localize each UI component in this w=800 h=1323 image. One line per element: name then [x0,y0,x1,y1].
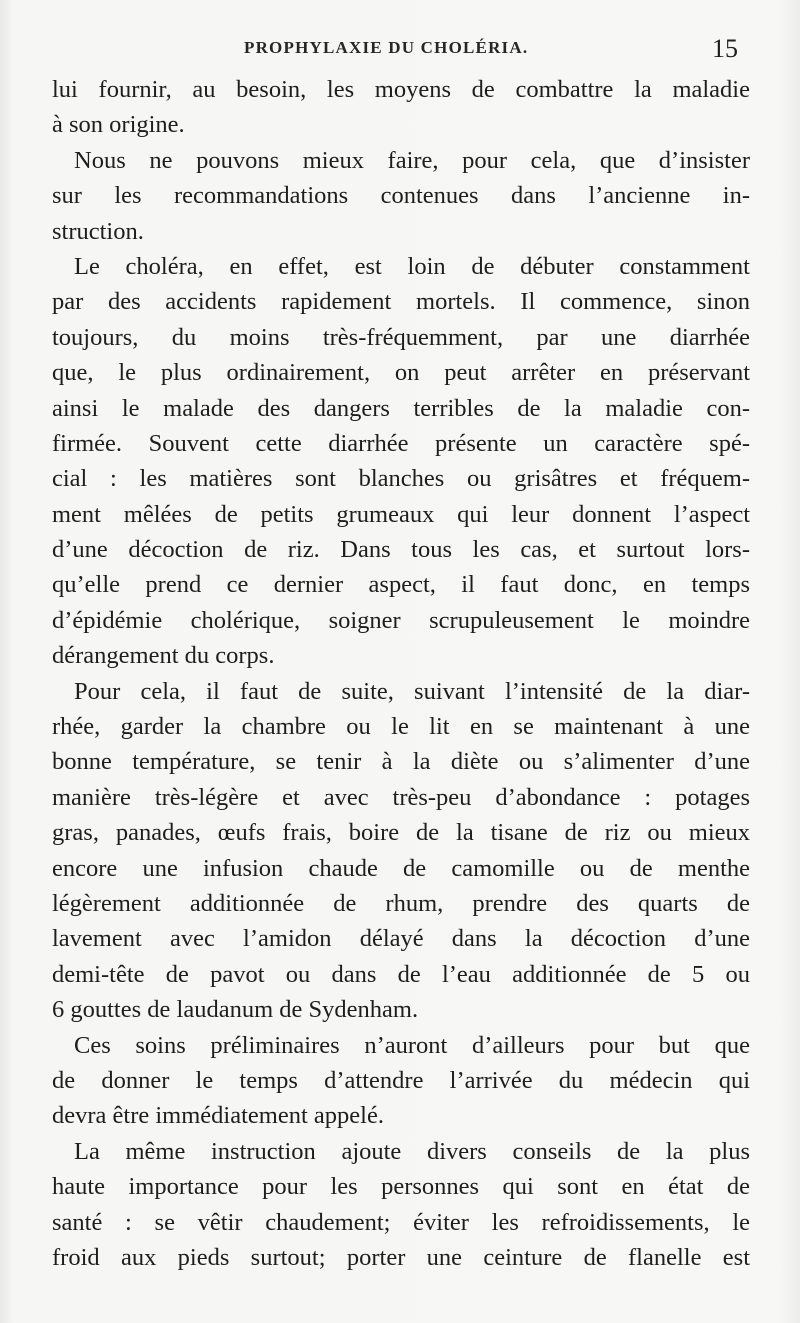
text-line: légèrement additionnée de rhum, prendre des quarts de [52,889,750,917]
text-line: La même instruction ajoute divers conseils de la plus [74,1137,750,1165]
text-line: lui fournir, au besoin, les moyens de combattre la maladie [52,76,750,103]
text-line: 6 gouttes de laudanum de Sydenham. [52,996,419,1024]
text-line: Nous ne pouvons mieux faire, pour cela, que d’insister [74,146,750,174]
text-line: rhée, garder la chambre ou le lit en se maintenant à une [52,713,750,741]
text-line: demi-tête de pavot ou dans de l’eau additionnée de 5 ou [52,960,750,988]
text-line: haute importance pour les personnes qui sont en état de [52,1173,750,1201]
text-line: struction. [52,217,144,245]
text-line: que, le plus ordinairement, on peut arrêter en préservant [52,359,750,387]
text-line: Le choléra, en effet, est loin de débuter constamment [74,252,750,280]
text-line: toujours, du moins très-fréquemment, par une diarrhée [52,323,750,351]
text-line: ment mêlées de petits grumeaux qui leur donnent l’aspect [52,500,750,528]
running-header [54,34,744,66]
text-line: devra être immédiatement appelé. [52,1102,384,1130]
page-number: 15 [712,34,738,63]
text-line: qu’elle prend ce dernier aspect, il faut donc, en temps [52,571,750,599]
text-line: manière très-légère et avec très-peu d’abondance : potages [52,783,750,811]
text-line: lavement avec l’amidon délayé dans la décoction d’une [52,925,750,953]
running-title: PROPHYLAXIE DU CHOLÉRIA. [244,38,529,57]
text-line: d’épidémie cholérique, soigner scrupuleusement le moindre [52,606,750,634]
text-line: Pour cela, il faut de suite, suivant l’intensité de la diar- [74,677,750,705]
text-line: bonne température, se tenir à la diète ou s’alimenter d’une [52,748,750,776]
text-line: par des accidents rapidement mortels. Il commence, sinon [52,288,750,316]
text-line: froid aux pieds surtout; porter une ceinture de flanelle est [52,1243,750,1271]
text-line: encore une infusion chaude de camomille ou de menthe [52,854,750,882]
text-line: ainsi le malade des dangers terribles de la maladie con- [52,394,750,422]
text-line: d’une décoction de riz. Dans tous les cas, et surtout lors- [52,536,750,564]
body-text [52,72,750,1275]
text-line: Ces soins préliminaires n’auront d’ailleurs pour but que [74,1031,750,1059]
text-line: cial : les matières sont blanches ou grisâtres et fréquem- [52,465,750,493]
text-line: dérangement du corps. [52,642,275,670]
text-line: gras, panades, œufs frais, boire de la tisane de riz ou mieux [52,819,750,847]
text-line: de donner le temps d’attendre l’arrivée du médecin qui [52,1066,750,1094]
text-line: firmée. Souvent cette diarrhée présente un caractère spé- [52,429,750,457]
text-line: santé : se vêtir chaudement; éviter les refroidissements, le [52,1208,750,1236]
text-line: à son origine. [52,111,185,139]
text-line: sur les recommandations contenues dans l’ancienne in- [52,182,750,210]
